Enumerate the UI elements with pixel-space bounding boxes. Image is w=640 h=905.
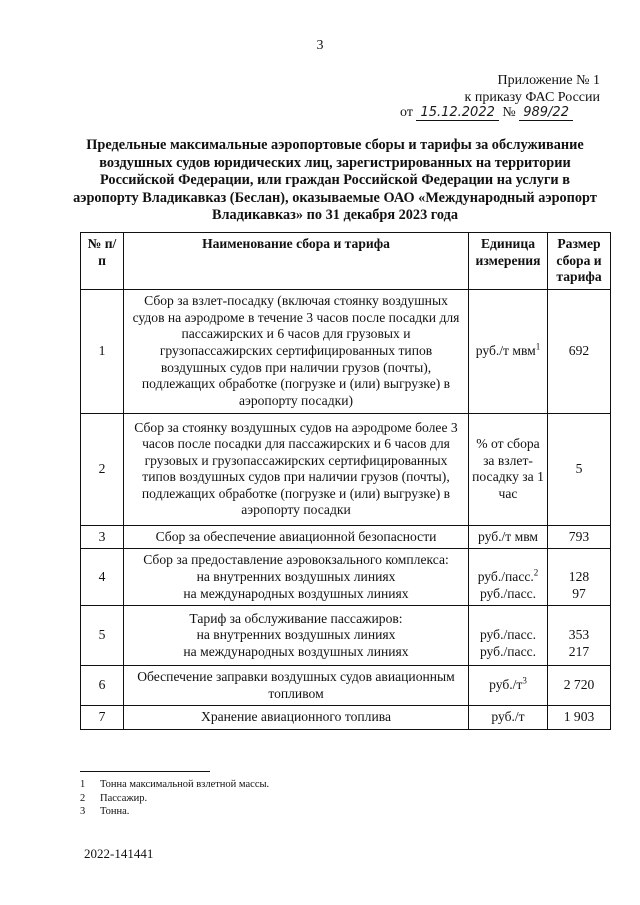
row-unit: $руб./т^3$ bbox=[469, 666, 548, 706]
row-unit: руб./т мвм$^1$ bbox=[469, 289, 548, 413]
appendix-order-ref: к приказу ФАС России bbox=[464, 90, 600, 105]
row-name-title: Сбор за предоставление аэровокзального комплекса: bbox=[143, 552, 449, 568]
table-row bbox=[81, 413, 611, 525]
footnote-item: 3 Тонна. bbox=[80, 806, 130, 817]
page-number: 3 bbox=[316, 38, 324, 53]
table-row bbox=[81, 525, 611, 549]
header-size: Размер сбора и тарифа bbox=[548, 233, 611, 290]
row-name-domestic: на внутренних воздушных линиях bbox=[196, 627, 396, 643]
row-size: 353 217 bbox=[548, 606, 611, 666]
table-header-row bbox=[81, 233, 611, 290]
document-code: 2022-141441 bbox=[84, 846, 154, 861]
table-row bbox=[81, 606, 611, 666]
row-name-international: на международных воздушных линиях bbox=[183, 585, 409, 601]
row-size: 1 903 bbox=[548, 706, 611, 730]
row-size: 128 97 bbox=[548, 549, 611, 606]
row-size: 793 bbox=[548, 525, 611, 549]
row-name-international: на международных воздушных линиях bbox=[183, 643, 409, 659]
footnote-item: 1 Тонна максимальной взлетной массы. bbox=[80, 779, 270, 790]
footnotes bbox=[80, 778, 269, 819]
row-unit: % от сбора за взлет-посадку за 1 час bbox=[469, 413, 548, 525]
row-num: 6 bbox=[81, 666, 124, 706]
row-name: Обеспечение заправки воздушных судов авиационным топливом bbox=[124, 666, 469, 706]
row-num: 4 bbox=[81, 549, 124, 606]
row-name: Сбор за обеспечение авиационной безопасности bbox=[124, 525, 469, 549]
appendix-title: Приложение № 1 bbox=[497, 73, 600, 88]
row-name: Хранение авиационного топлива bbox=[124, 706, 469, 730]
row-size: 692 bbox=[548, 289, 611, 413]
tariffs-table bbox=[80, 232, 611, 730]
footnote-item: 2 Пассажир. bbox=[80, 792, 148, 804]
row-size: 5 bbox=[548, 413, 611, 525]
row-name-title: Тариф за обслуживание пассажиров: bbox=[189, 610, 403, 626]
row-name bbox=[124, 606, 469, 666]
table-row bbox=[81, 549, 611, 606]
row-unit: руб./т мвм bbox=[469, 525, 548, 549]
row-unit: руб./пасс. руб./пасс. bbox=[469, 606, 548, 666]
row-name-domestic: на внутренних воздушных линиях bbox=[196, 568, 396, 584]
table-row bbox=[81, 706, 611, 730]
row-num: 7 bbox=[81, 706, 124, 730]
row-name: Сбор за взлет-посадку (включая стоянку воздушных судов на аэродроме в течение 3 часов после посадки для пассажирских и 6 часов для грузовых и грузопассажирских сертифицированных типов воздушных судов при наличии грузов (почты), подлежащих обработке (погрузке и (или) выгрузке) в аэропорту посадки) bbox=[124, 289, 469, 413]
order-number-label: № bbox=[502, 105, 516, 120]
document-title: Предельные максимальные аэропортовые сборы и тарифы за обслуживание воздушных судов юридических лиц, зарегистрированных на территории Российской Федерации, или граждан Российской Федерации на услуги в аэропорту Владикавказ (Беслан), оказываемые ОАО «Международный аэропорт Владикавказ» по 31 декабря 2023 года bbox=[73, 137, 597, 223]
header-num: № п/п bbox=[81, 233, 124, 290]
row-unit: руб./пасс.$^2$ руб./пасс. bbox=[469, 549, 548, 606]
footnote-divider bbox=[80, 771, 210, 772]
order-date-handwritten: 15.12.2022 bbox=[416, 105, 498, 121]
row-num: 5 bbox=[81, 606, 124, 666]
order-from-label: от bbox=[400, 105, 413, 120]
order-date-number bbox=[400, 105, 573, 121]
row-num: 1 bbox=[81, 289, 124, 413]
table-row bbox=[81, 289, 611, 413]
row-num: 3 bbox=[81, 525, 124, 549]
header-name: Наименование сбора и тарифа bbox=[124, 233, 469, 290]
header-unit: Единица измерения bbox=[469, 233, 548, 290]
row-unit: руб./т bbox=[469, 706, 548, 730]
row-size: 2 720 bbox=[548, 666, 611, 706]
appendix-header bbox=[465, 72, 600, 106]
order-number-handwritten: 989/22 bbox=[519, 105, 573, 121]
table-row bbox=[81, 666, 611, 706]
row-name: Сбор за стоянку воздушных судов на аэродроме более 3 часов после посадки для пассажирских и 6 часов для грузовых и грузопассажирских сертифицированных типов воздушных судов при наличии грузов (почты), подлежащих обработке (погрузке и (или) выгрузке) в аэропорту посадки bbox=[124, 413, 469, 525]
row-num: 2 bbox=[81, 413, 124, 525]
row-name bbox=[124, 549, 469, 606]
